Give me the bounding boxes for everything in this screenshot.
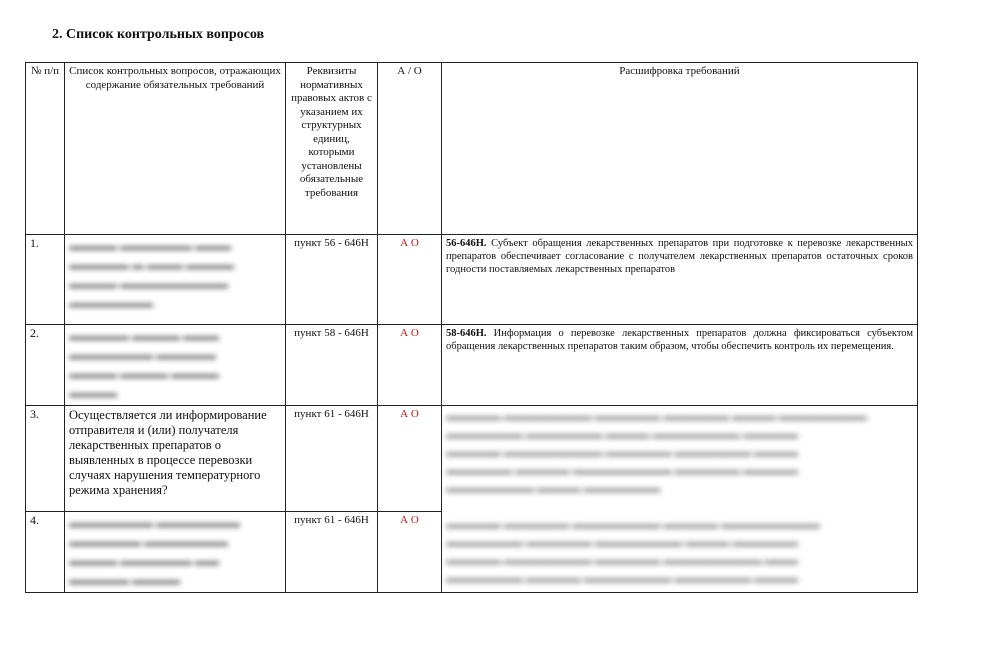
header-num: № п/п	[26, 63, 65, 235]
question-cell-redacted: ▬▬▬▬▬▬▬ ▬▬▬▬▬▬▬ ▬▬▬▬▬▬ ▬▬▬▬▬▬▬ ▬▬▬▬ ▬▬▬▬▬▬ ▬▬ ▬▬▬▬▬ ▬▬▬▬	[65, 512, 286, 593]
ao-cell: А О	[378, 325, 442, 406]
row-number: 4.	[26, 512, 65, 593]
section-title: 2. Список контрольных вопросов	[52, 27, 265, 42]
row-number: 3.	[26, 406, 65, 512]
decoding-code: 56-646Н.	[446, 238, 487, 249]
question-cell-redacted: ▬▬▬▬ ▬▬▬▬▬▬ ▬▬▬ ▬▬▬▬▬ ▬ ▬▬▬ ▬▬▬▬ ▬▬▬▬ ▬▬▬▬▬▬▬▬▬ ▬▬▬▬▬▬▬	[65, 235, 286, 325]
requisite-cell: пункт 58 - 646Н	[286, 325, 378, 406]
requisite-cell: пункт 61 - 646Н	[286, 512, 378, 593]
question-cell: Осуществляется ли информирование отправителя и (или) получателя лекарственных препаратов о выявленных в процессе перевозки случаях нарушения температурного режима хранения?	[65, 406, 286, 512]
row-number: 2.	[26, 325, 65, 406]
question-cell-redacted: ▬▬▬▬▬ ▬▬▬▬ ▬▬▬ ▬▬▬▬▬▬▬ ▬▬▬▬▬ ▬▬▬▬ ▬▬▬▬ ▬▬▬▬ ▬▬▬▬	[65, 325, 286, 406]
requisite-cell: пункт 61 - 646Н	[286, 406, 378, 512]
ao-cell: А О	[378, 406, 442, 512]
decoding-cell-redacted: ▬▬▬▬▬ ▬▬▬▬▬▬▬▬ ▬▬▬▬▬▬ ▬▬▬▬▬▬ ▬▬▬▬ ▬▬▬▬▬▬▬▬ ▬▬▬▬▬▬▬ ▬▬▬▬▬▬▬ ▬▬▬▬ ▬▬▬▬▬▬▬▬ ▬▬▬▬▬ ▬▬▬▬▬ ▬▬▬▬▬▬▬▬▬ ▬▬▬▬▬▬ ▬▬▬▬▬▬▬ ▬▬▬▬ ▬▬▬▬▬▬ ▬▬▬▬▬ ▬▬▬▬▬▬▬▬▬ ▬▬▬▬▬▬ ▬▬▬▬▬ ▬▬▬▬▬▬▬▬ ▬▬▬▬ ▬▬▬▬▬▬▬ ▬▬▬▬▬ ▬▬▬▬▬▬ ▬▬▬▬▬▬▬▬ ▬▬▬▬▬ ▬▬▬▬▬▬▬▬▬ ▬▬▬▬▬▬▬ ▬▬▬▬▬▬ ▬▬▬▬▬▬▬▬ ▬▬▬▬ ▬▬▬▬▬▬ ▬▬▬▬▬ ▬▬▬▬▬▬▬▬ ▬▬▬▬▬▬ ▬▬▬▬▬▬▬▬▬ ▬▬▬ ▬▬▬▬▬▬▬ ▬▬▬▬▬ ▬▬▬▬▬▬▬▬ ▬▬▬▬▬▬▬ ▬▬▬▬	[442, 406, 918, 593]
header-question: Список контрольных вопросов, отражающих содержание обязательных требований	[65, 63, 286, 235]
row-number: 1.	[26, 235, 65, 325]
table-header-row	[26, 63, 918, 235]
table-row	[26, 325, 918, 406]
header-requisites: Реквизиты нормативных правовых актов с указанием их структурных единиц, которыми установлены обязательные требования	[286, 63, 378, 235]
table-row	[26, 235, 918, 325]
decoding-code: 58-646Н.	[446, 328, 487, 339]
decoding-text: Субъект обращения лекарственных препаратов при подготовке к перевозке лекарственных препаратов обеспечивает согласование с получателем лекарственных препаратов остаточных сроков годности поставляемых лекарственных препаратов	[446, 238, 913, 275]
checklist-table	[25, 62, 918, 593]
ao-cell: А О	[378, 235, 442, 325]
decoding-text: Информация о перевозке лекарственных препаратов должна фиксироваться субъектом обращения лекарственных препаратов таким образом, чтобы обеспечить контроль их перемещения.	[446, 328, 913, 352]
header-decoding: Расшифровка требований	[442, 63, 918, 235]
header-ao: А / О	[378, 63, 442, 235]
ao-cell: А О	[378, 512, 442, 593]
decoding-cell	[442, 235, 918, 325]
requisite-cell: пункт 56 - 646Н	[286, 235, 378, 325]
table-row	[26, 406, 918, 512]
decoding-cell	[442, 325, 918, 406]
